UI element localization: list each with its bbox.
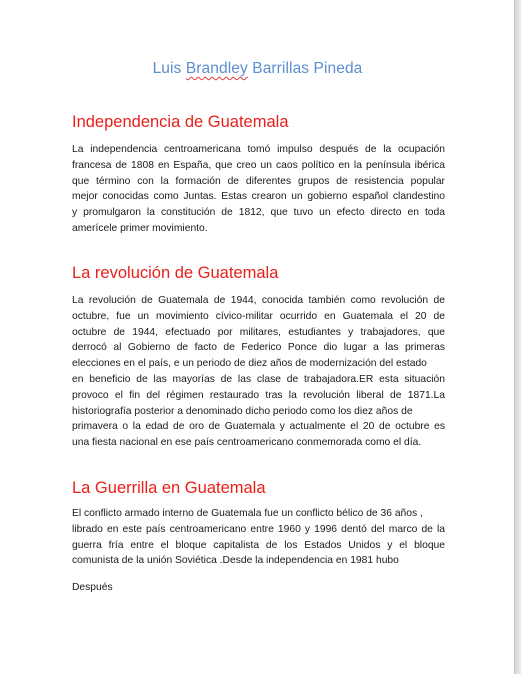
author-last-name: Barrillas Pineda (252, 60, 363, 77)
section-heading-guerrilla: La Guerrilla en Guatemala (72, 479, 266, 497)
page-edge-shadow (515, 0, 521, 674)
text-line: La independencia centroamericana tomó impulso después de la ocupación (72, 144, 445, 155)
text-line: mejor conocidas como Juntas. Estas crearon un gobierno español clandestino (72, 191, 445, 203)
text-line: Después (72, 582, 113, 593)
text-line: octubre, fue un movimiento cívico-militar ocurrido en Guatemala el 20 de (72, 310, 445, 322)
section-heading-revolucion: La revolución de Guatemala (72, 264, 279, 282)
section-body-revolucion (72, 293, 445, 451)
text-line: que término con la formación de diferentes grupos de resistencia popular (72, 175, 445, 187)
text-line: y promulgaron la constitución de 1812, que tuvo un efecto directo en toda (72, 207, 445, 219)
text-line: El conflicto armado interno de Guatemala fue un conflicto bélico de 36 años , (72, 508, 423, 519)
text-line: derrocó al Gobierno de facto de Federico Ponce dio lugar a las primeras (72, 342, 445, 354)
text-line: en beneficio de las mayorías de las clase de trabajadora.ER esta situación (72, 373, 445, 385)
text-line: elecciones en el país, e un periodo de diez años de modernización del estado (72, 358, 427, 370)
text-line: una fiesta nacional en ese país centroamericano conmemorada como el día. (72, 437, 422, 449)
section-body-independencia (72, 142, 445, 237)
author-middle-name: Brandley (185, 60, 248, 77)
text-line: historiografía posterior a denominado dicho periodo como los diez años de (72, 405, 413, 417)
author-name (0, 60, 515, 78)
text-line: provoco el fin del régimen restaurado tras la revolución liberal de 1871.La (72, 389, 445, 401)
text-line: francesa de 1808 en España, que creo un caos político en la península ibérica (72, 159, 445, 171)
section-heading-independencia: Independencia de Guatemala (72, 113, 289, 131)
text-line: amerícele primer movimiento. (72, 222, 208, 234)
text-line: comunista de la unión Soviética .Desde la independencia en 1981 hubo (72, 555, 399, 567)
text-line: octubre de 1944, efectuado por militares, estudiantes y trabajadores, que (72, 326, 445, 338)
author-first-name: Luis (152, 60, 182, 77)
text-line: primavera o la edad de oro de Guatemala y actualmente el 20 de octubre es (72, 421, 445, 433)
text-line: guerra fría entre el bloque capitalista de los Estados Unidos y el bloque (72, 539, 445, 551)
text-line: La revolución de Guatemala de 1944, conocida también como revolución de (72, 295, 445, 306)
section-trailing-paragraph (72, 580, 445, 596)
text-line: librado en este país centroamericano entre 1960 y 1996 dentó del marco de la (72, 523, 445, 535)
section-body-guerrilla (72, 506, 445, 569)
